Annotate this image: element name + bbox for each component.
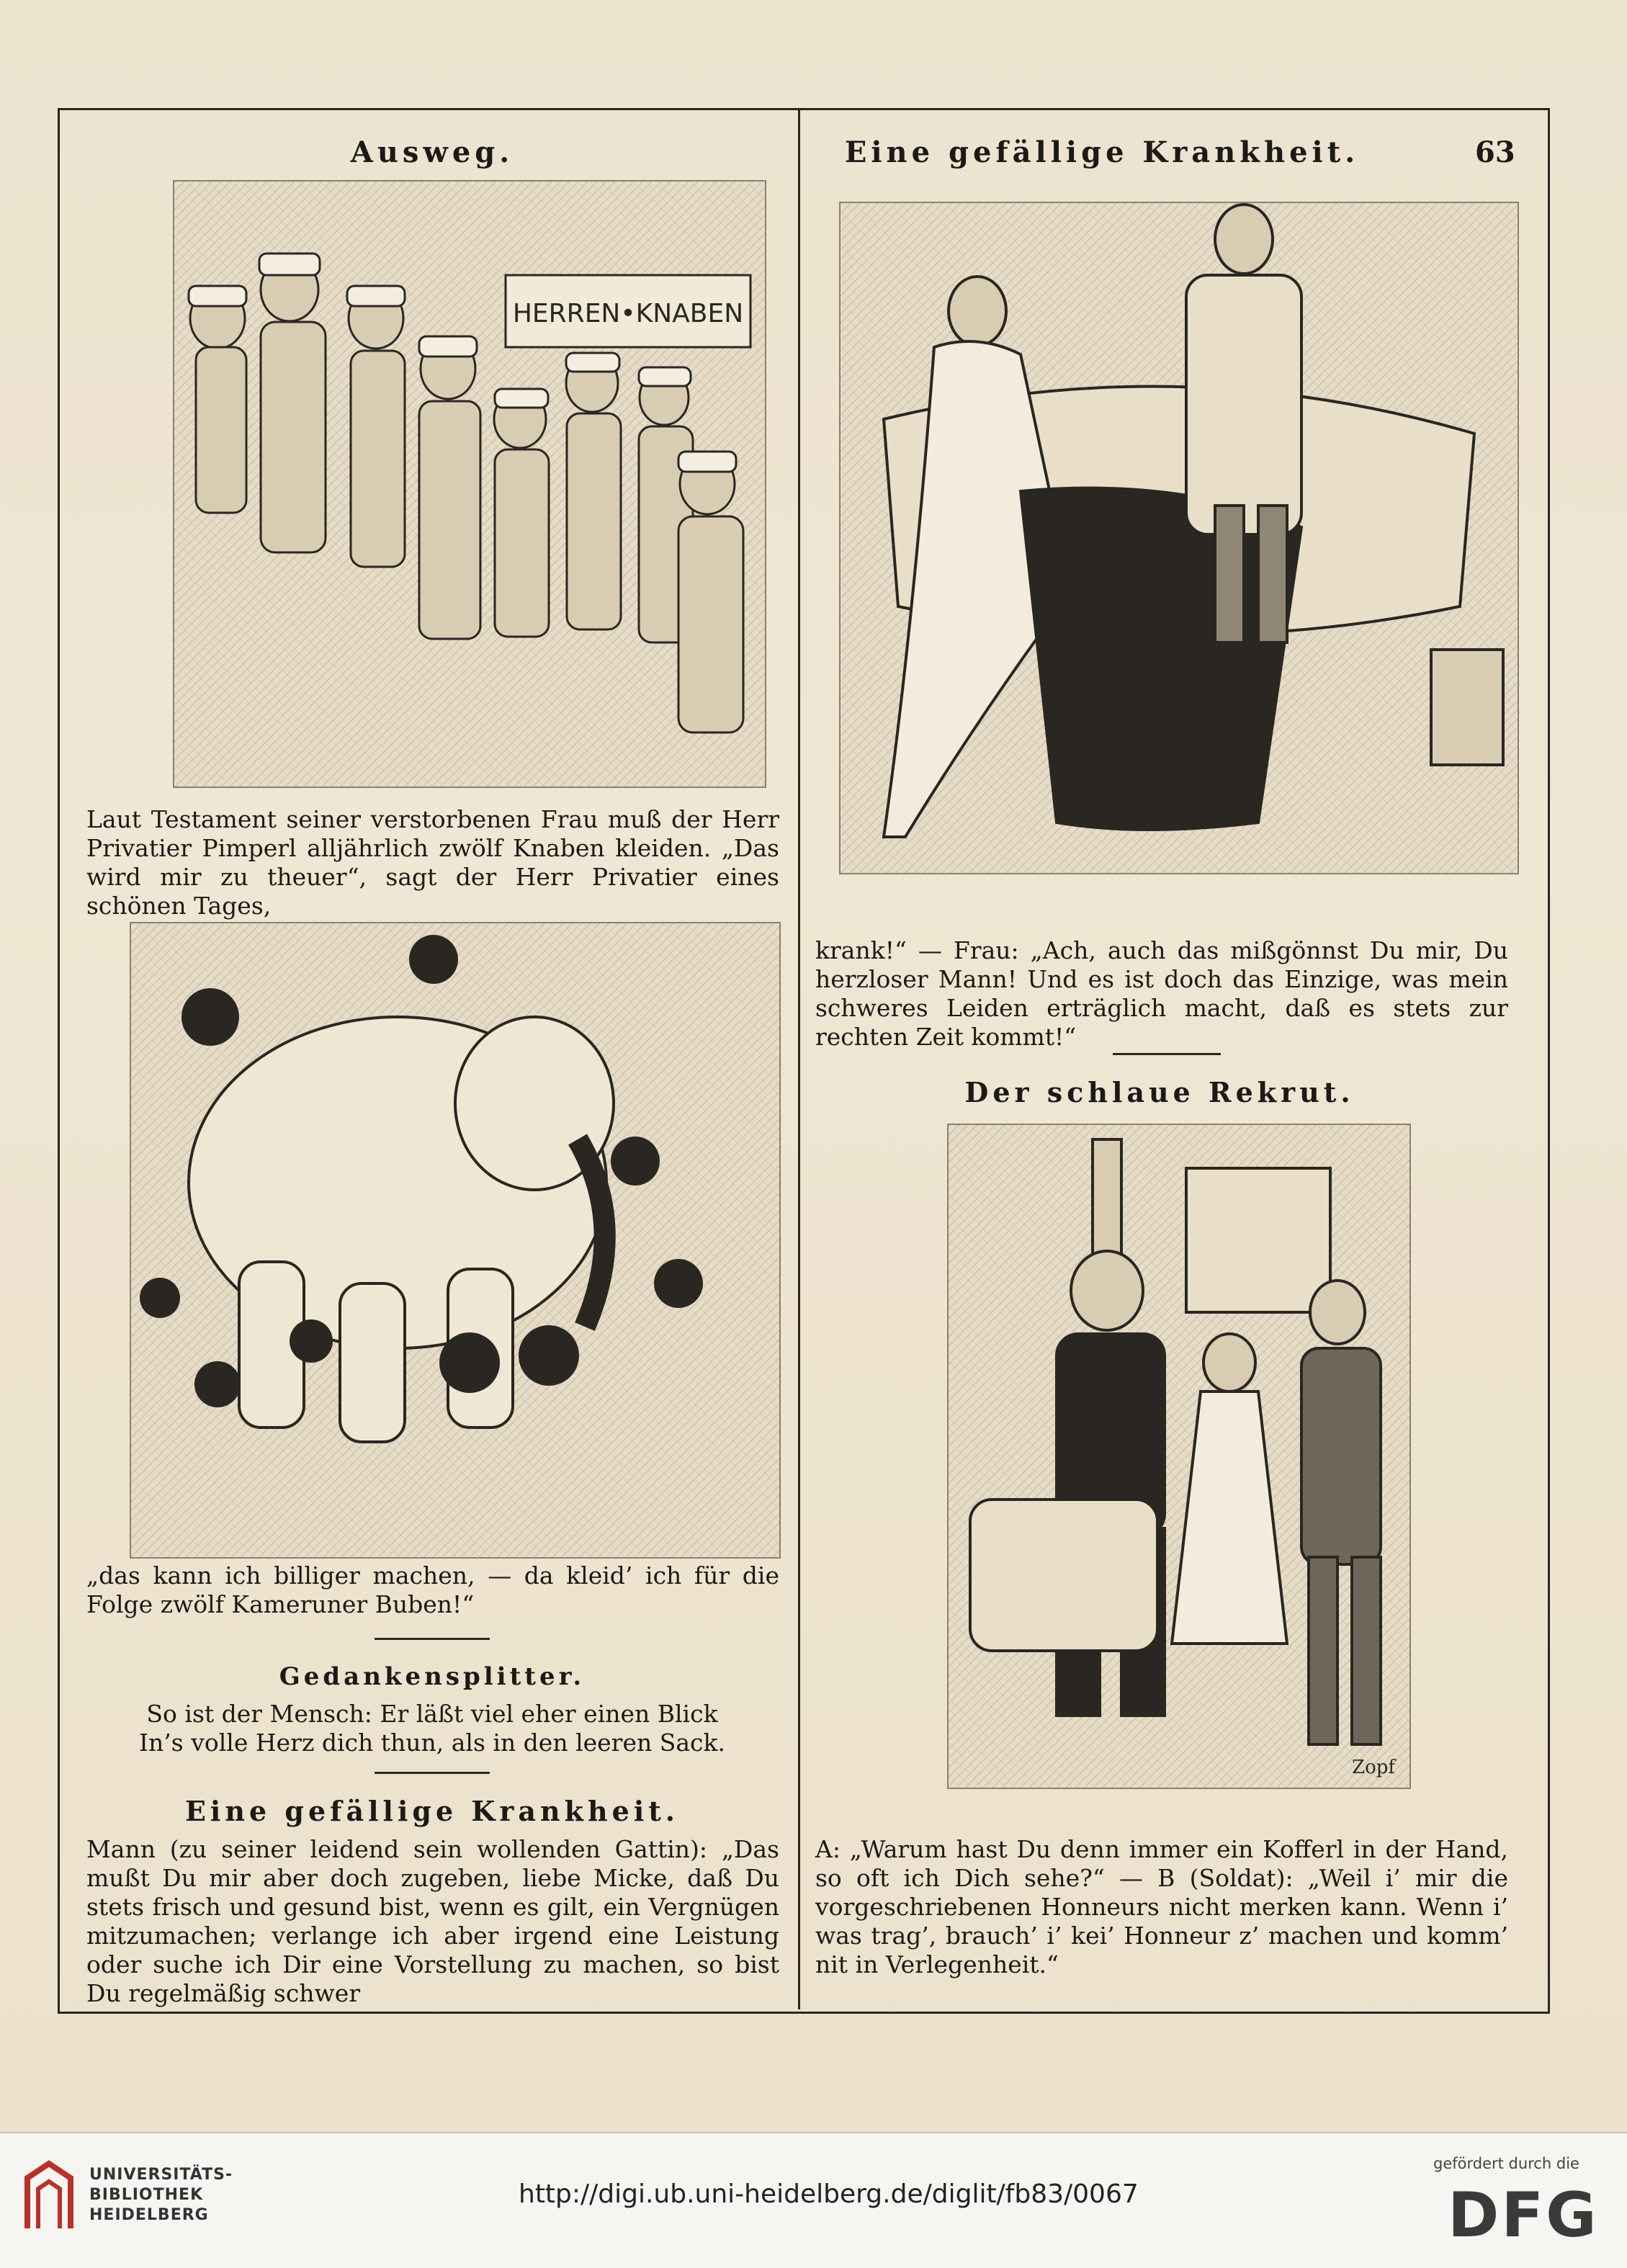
library-line-3: HEIDELBERG (89, 2206, 209, 2224)
right-heading: Eine gefällige Krankheit. (844, 135, 1360, 169)
separator-2 (375, 1772, 490, 1774)
separator-1 (375, 1638, 490, 1640)
rekrut-heading: Der schlaue Rekrut. (964, 1076, 1355, 1108)
gedankensplitter-heading: Gedankensplitter. (279, 1662, 586, 1691)
library-name (89, 2165, 233, 2226)
krankheit-continuation: krank!“ — Frau: „Ach, auch das mißgönnst Du mir, Du herzloser Mann! Und es ist doch das Einzige, was mein schweres Leiden erträglich macht, daß es stets zur rechten Zeit kommt!“ (815, 936, 1508, 1051)
illustration-signature: Zopf (1352, 1757, 1395, 1778)
caption-elephant: „das kann ich billiger machen, — da kleid’ ich für die Folge zwölf Kameruner Buben!“ (86, 1561, 779, 1618)
illustration-boys (173, 180, 766, 788)
source-url-link[interactable]: http://digi.ub.uni-heidelberg.de/diglit/fb83/0067 (519, 2179, 1139, 2209)
page-number: 63 (1475, 135, 1515, 169)
column-divider (798, 108, 800, 2009)
gedankensplitter-line2: In’s volle Herz dich thun, als in den leeren Sack. (139, 1729, 725, 1757)
illustration-recruit (947, 1124, 1411, 1789)
caption-boys: Laut Testament seiner verstorbenen Frau muß der Herr Privatier Pimperl alljährlich zwölf Knaben kleiden. „Das wird mir zu theuer“, sagt der Herr Privatier eines schönen Tages, (86, 805, 779, 920)
illustration-elephant-drawing (131, 923, 779, 1557)
library-line-1: UNIVERSITÄTS- (89, 2166, 233, 2184)
gedankensplitter-line1: So ist der Mensch: Er läßt viel eher einen Blick (146, 1700, 718, 1728)
krankheit-heading: Eine gefällige Krankheit. (184, 1795, 680, 1827)
library-line-2: BIBLIOTHEK (89, 2186, 204, 2204)
krankheit-text: Mann (zu seiner leidend sein wollenden Gattin): „Das mußt Du mir aber doch zugeben, liebe Micke, daß Du stets frisch und gesund bist, wenn es gilt, ein Vergnügen mitzumachen; verlange ich aber irgend eine Leistung oder suche ich Dir eine Vorstellung zu machen, so bist Du regelmäßig schwer (86, 1835, 779, 2007)
separator-3 (1113, 1053, 1221, 1055)
footer-bar (0, 2132, 1627, 2268)
dfg-logo: DFG (1448, 2179, 1599, 2251)
university-logo-icon (20, 2156, 78, 2237)
rekrut-text: A: „Warum hast Du denn immer ein Kofferl in der Hand, so oft ich Dich sehe?“ — B (Soldat): „Weil i’ mir die vorgeschriebenen Honneurs nicht merken kann. Wenn i’ was trag’, brauch’ i’ kei’ Honneur z’ machen und komm’ nit in Verlegenheit.“ (815, 1835, 1508, 1978)
illustration-sofa (839, 202, 1519, 874)
illustration-recruit-drawing (949, 1125, 1409, 1788)
illustration-elephant (130, 922, 781, 1559)
illustration-sofa-drawing (841, 203, 1518, 873)
funded-by-text: gefördert durch die (1433, 2155, 1579, 2172)
shop-sign-text: HERREN•KNABEN (512, 299, 744, 328)
left-heading: Ausweg. (350, 135, 514, 169)
illustration-boys-drawing (174, 181, 765, 786)
